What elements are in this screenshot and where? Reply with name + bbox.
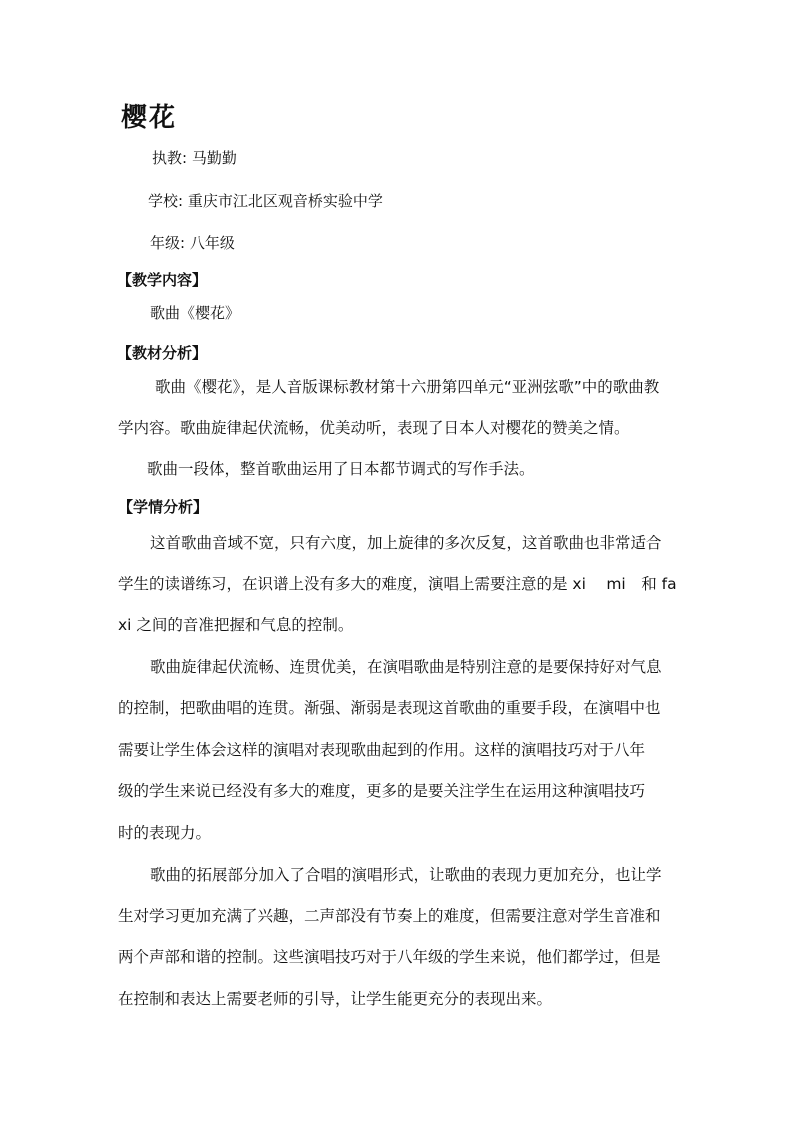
material-line: 学内容。歌曲旋律起伏流畅，优美动听，表现了日本人对樱花的赞美之情。	[118, 419, 630, 437]
learner-line: 需要让学生体会这样的演唱对表现歌曲起到的作用。这样的演唱技巧对于八年	[118, 741, 646, 759]
learner-line: 在控制和表达上需要老师的引导，让学生能更充分的表现出来。	[118, 990, 553, 1008]
section-heading-material: 【教材分析】	[117, 344, 208, 362]
section-heading-learner: 【学情分析】	[118, 498, 209, 516]
learner-line: 歌曲的拓展部分加入了合唱的演唱形式，让歌曲的表现力更加充分，也让学	[150, 866, 662, 884]
learner-line: 的控制，把歌曲唱的连贯。渐强、渐弱是表现这首歌曲的重要手段，在演唱中也	[118, 699, 661, 717]
content-body: 歌曲《樱花》	[150, 304, 241, 322]
learner-line: 这首歌曲音域不宽，只有六度，加上旋律的多次反复，这首歌曲也非常适合	[150, 534, 662, 552]
document-title: 樱花	[121, 103, 178, 133]
material-line: 歌曲《樱花》，是人音版课标教材第十六册第四单元“亚洲弦歌”中的歌曲教	[155, 378, 660, 396]
school-line: 学校: 重庆市江北区观音桥实验中学	[148, 192, 383, 210]
teacher-line: 执教: 马勤勤	[152, 149, 237, 167]
learner-line: 生对学习更加充满了兴趣，二声部没有节奏上的难度，但需要注意对学生音准和	[118, 907, 661, 925]
learner-line: 级的学生来说已经没有多大的难度，更多的是要关注学生在运用这种演唱技巧	[118, 782, 646, 800]
grade-line: 年级: 八年级	[150, 234, 235, 252]
section-heading-content: 【教学内容】	[117, 271, 208, 289]
learner-line: 歌曲旋律起伏流畅、连贯优美，在演唱歌曲是特别注意的是要保持好对气息	[150, 658, 662, 676]
learner-line: 两个声部和谐的控制。这些演唱技巧对于八年级的学生来说，他们都学过，但是	[118, 948, 661, 966]
learner-line: 学生的读谱练习，在识谱上没有多大的难度，演唱上需要注意的是 xi mi 和 fa	[118, 575, 677, 593]
learner-line: 时的表现力。	[118, 824, 212, 842]
material-line: 歌曲一段体，整首歌曲运用了日本都节调式的写作手法。	[147, 460, 535, 478]
learner-line: xi 之间的音准把握和气息的控制。	[118, 616, 354, 634]
